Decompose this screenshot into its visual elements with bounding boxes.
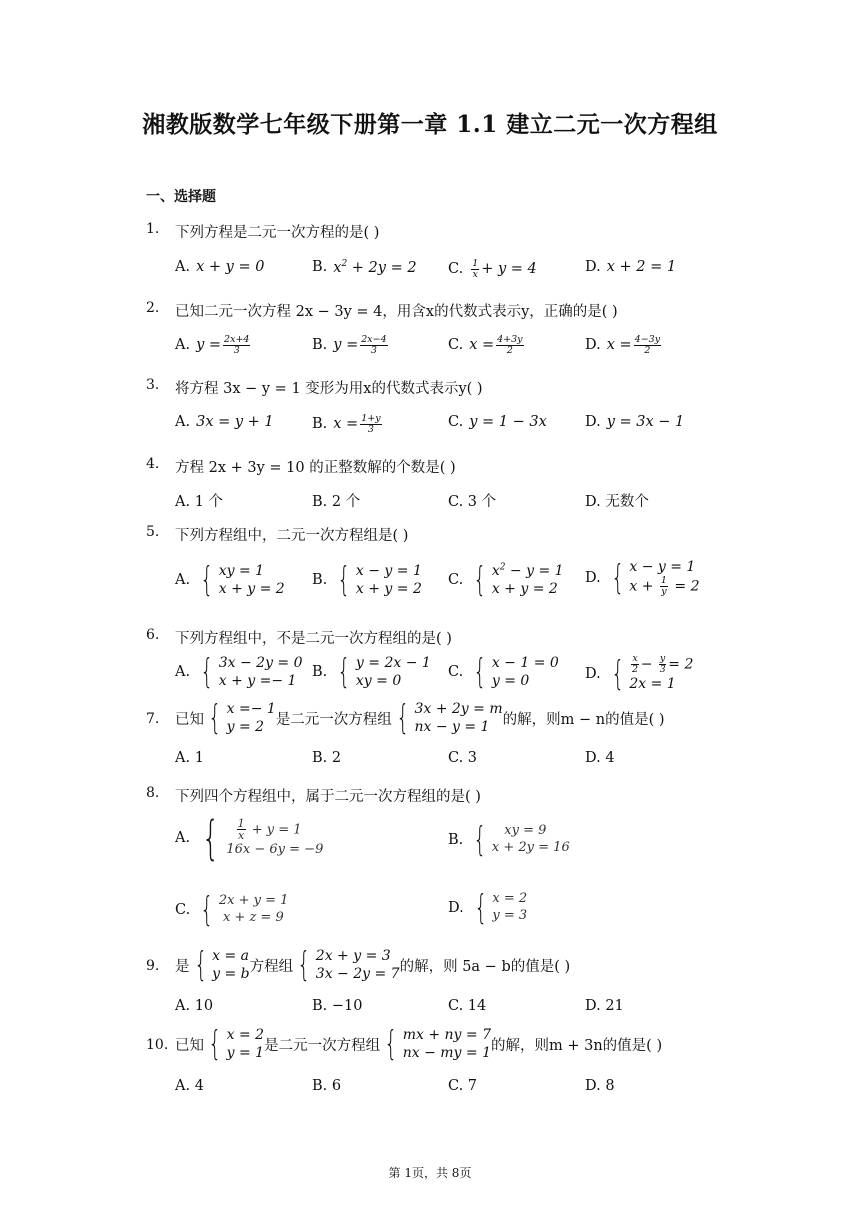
option-b: B. 6 xyxy=(312,1078,342,1094)
question-text: 已知 { x = 2 y = 1 是二元一次方程组 { mx + ny = 7 nx − my = 1 的解，则m + 3n的值是( ) xyxy=(175,1024,663,1065)
option-a: A. 3x = y + 1 xyxy=(175,414,274,430)
option-b: B. −10 xyxy=(312,998,363,1014)
question-number: 9. xyxy=(146,958,160,974)
question-text: 下列方程组中，不是二元一次方程组的是( ) xyxy=(175,631,452,647)
option-c: C. x = $\frac{4+3y}{2}$ xyxy=(448,334,523,356)
question-number: 3. xyxy=(146,377,160,393)
text-segment: 是二元一次方程组 xyxy=(275,711,392,728)
text-segment: 方程组 xyxy=(249,958,294,975)
text-segment: 已知 xyxy=(175,711,204,728)
option-d: D. { x − y = 1 x + $\frac{1}{y}$ = 2 xyxy=(585,557,700,598)
option-b: B. { xy = 9 x + 2y = 16 xyxy=(448,820,570,860)
question-text: 下列方程是二元一次方程的是( ) xyxy=(175,225,380,241)
option-b: B. x = $\frac{1+y}{3}$ xyxy=(312,413,381,435)
question-text: 将方程 3x − y = 1 变形为用x的代数式表示y( ) xyxy=(175,381,483,397)
option-a: A. { xy = 1 x + y = 2 xyxy=(175,560,285,601)
question-number: 4. xyxy=(146,456,160,472)
option-c: C. { x − 1 = 0 y = 0 xyxy=(448,652,559,693)
option-d: D. y = 3x − 1 xyxy=(585,414,685,430)
option-a: A. 10 xyxy=(175,998,214,1014)
option-b: B. y = $\frac{2x-4}{3}$ xyxy=(312,334,387,356)
option-d: D. { x = 2 y = 3 xyxy=(448,888,528,928)
text-segment: 是二元一次方程组 xyxy=(264,1037,381,1054)
option-b: B. $x^2 + 2y = 2$ xyxy=(312,259,417,276)
option-d: D. 21 xyxy=(585,998,624,1014)
question-number: 5. xyxy=(146,524,160,540)
option-b: B. 2 个 xyxy=(312,494,361,510)
option-a: A. 1 xyxy=(175,750,204,766)
option-a: A. x + y = 0 xyxy=(175,259,265,275)
question-number: 8. xyxy=(146,785,160,801)
text-segment: 的解，则m − n的值是( ) xyxy=(502,711,665,728)
page-footer: 第 1页，共 8页 xyxy=(388,1166,472,1180)
question-number: 7. xyxy=(146,711,160,727)
option-c: C. 14 xyxy=(448,998,487,1014)
option-c: C. 3 xyxy=(448,750,478,766)
option-a: A. y = $\frac{2x+4}{3}$ xyxy=(175,334,250,356)
question-number: 2. xyxy=(146,300,160,316)
option-c: C. 7 xyxy=(448,1078,478,1094)
question-text: 已知二元一次方程 2x − 3y = 4，用含x的代数式表示y，正确的是( ) xyxy=(175,304,618,320)
option-a: A. 4 xyxy=(175,1078,204,1094)
question-text: 下列方程组中，二元一次方程组是( ) xyxy=(175,528,409,544)
question-text: 是 { x = a y = b 方程组 { 2x + y = 3 3x − 2y = 7 的解，则 5a − b的值是( ) xyxy=(175,945,571,986)
option-b: B. { x − y = 1 x + y = 2 xyxy=(312,560,422,601)
option-d: D. 无数个 xyxy=(585,494,649,510)
question-text: 方程 2x + 3y = 10 的正整数解的个数是( ) xyxy=(175,460,456,476)
option-a: A. { 3x − 2y = 0 x + y =− 1 xyxy=(175,652,303,693)
question-number: 10. xyxy=(146,1037,169,1053)
question-text: 已知 { x =− 1 y = 2 是二元一次方程组 { 3x + 2y = m nx − y = 1 的解，则m − n的值是( ) xyxy=(175,698,665,739)
page-title: 湘教版数学七年级下册第一章 1.1 建立二元一次方程组 xyxy=(142,111,718,138)
option-a: A. 1 个 xyxy=(175,494,224,510)
option-b: B. 2 xyxy=(312,750,342,766)
option-c: C. { $x^2 - y = 1$ x + y = 2 xyxy=(448,560,564,601)
text-segment: 的解，则m + 3n的值是( ) xyxy=(491,1037,663,1054)
text-segment: 已知 xyxy=(175,1037,204,1054)
option-d: D. 4 xyxy=(585,750,615,766)
option-a: A. { $\frac{1}{x}$ + y = 1 16x − 6y = −9 xyxy=(175,811,324,865)
option-b: B. { y = 2x − 1 xy = 0 xyxy=(312,652,431,693)
option-c: C. { 2x + y = 1 x + z = 9 xyxy=(175,890,289,930)
option-d: D. 8 xyxy=(585,1078,615,1094)
question-number: 6. xyxy=(146,627,160,643)
text-segment: 的解，则 5a − b的值是( ) xyxy=(399,958,571,975)
option-d: D. x + 2 = 1 xyxy=(585,259,677,275)
option-c: C. y = 1 − 3x xyxy=(448,414,547,430)
option-c: C. $\frac{1}{x}$ + y = 4 xyxy=(448,258,537,280)
option-d: D. { $\frac{x}{2}$ − $\frac{y}{3}$ = 2 2x = 1 xyxy=(585,653,694,694)
option-d: D. x = $\frac{4-3y}{2}$ xyxy=(585,334,661,356)
section-heading: 一、选择题 xyxy=(146,189,216,205)
option-c: C. 3 个 xyxy=(448,494,497,510)
question-number: 1. xyxy=(146,221,160,237)
question-text: 下列四个方程组中，属于二元一次方程组的是( ) xyxy=(175,789,481,805)
text-segment: 是 xyxy=(175,958,190,975)
